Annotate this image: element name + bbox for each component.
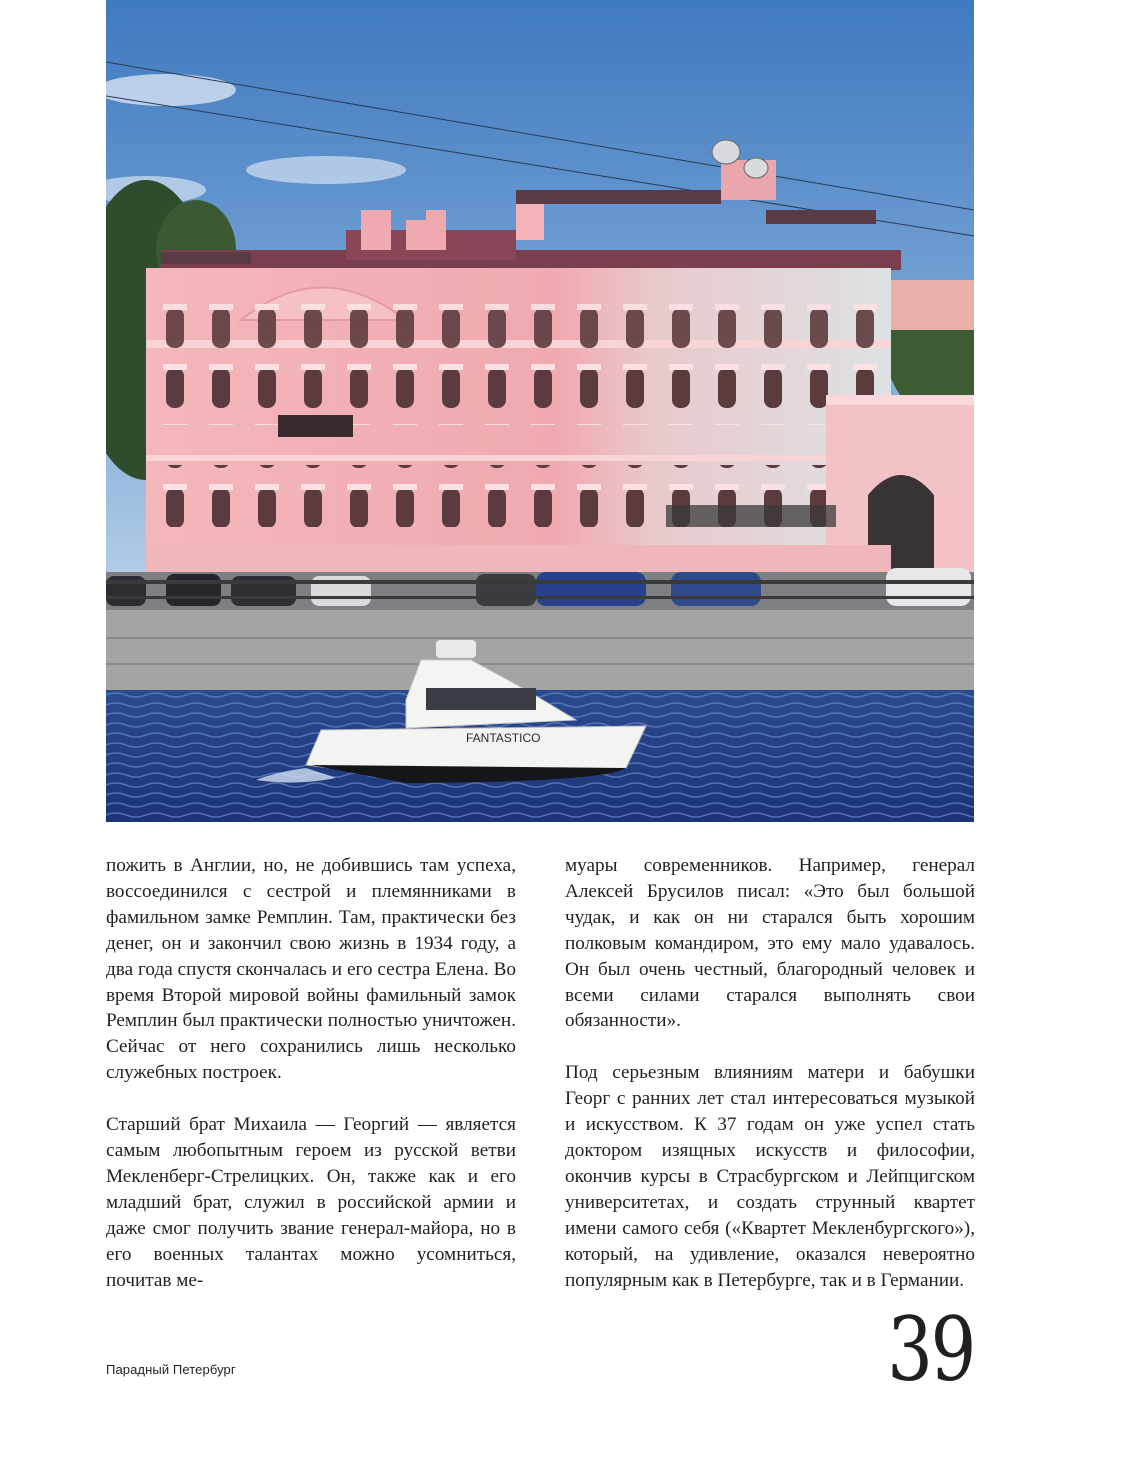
paragraph-left-2: Старший брат Михаила — Георгий — является самым любопытным героем из русской ветви Мекленберг-Стрелицких. Он, также как и его младший брат, служил в российской армии и даже смог получить звание генерал-майора, но в его военных талантах можно усомниться, почитав ме- xyxy=(106,1114,516,1291)
granite-embankment xyxy=(106,610,974,692)
boat-hull-text: FANTASTICO xyxy=(466,731,541,745)
embankment-street xyxy=(106,568,974,612)
publication-title: Парадный Петербург xyxy=(106,1362,236,1377)
building-photo xyxy=(106,0,974,822)
palace-embankment-illustration xyxy=(106,0,974,822)
text-column-right xyxy=(565,853,975,1294)
page-number: 39 xyxy=(887,1298,974,1401)
paragraph-left-1: пожить в Англии, но, не добившись там успеха, воссоединился с сестрой и племянниками в фамильном замке Ремплин. Там, практически без денег, он и закончил свою жизнь в 1934 году, а два года спустя скончалась и его сестра Елена. Во время Второй мировой войны фамильный замок Ремплин был практически полностью уничтожен. Сейчас от него сохранились лишь несколько служебных построек. xyxy=(106,855,516,1084)
text-column-left xyxy=(106,853,516,1294)
paragraph-right-2: Под серьезным влияниям матери и бабушки Георг с ранних лет стал интересоваться музыкой и искусством. К 37 годам он уже успел стать доктором изящных искусств и философии, окончив курсы в Страсбургском и Лейпцигском университетах, и создать струнный квартет имени самого себя («Квартет Мекленбургского»), который, на удивление, оказался невероятно популярным как в Петербурге, так и в Германии. xyxy=(565,1062,975,1291)
paragraph-right-1: муары современников. Например, генерал Алексей Брусилов писал: «Это был большой чудак, и как он ни старался быть хорошим полковым командиром, это ему мало удавалось. Он был очень честный, благородный человек и всеми силами старался выполнять свои обязанности». xyxy=(565,855,975,1032)
